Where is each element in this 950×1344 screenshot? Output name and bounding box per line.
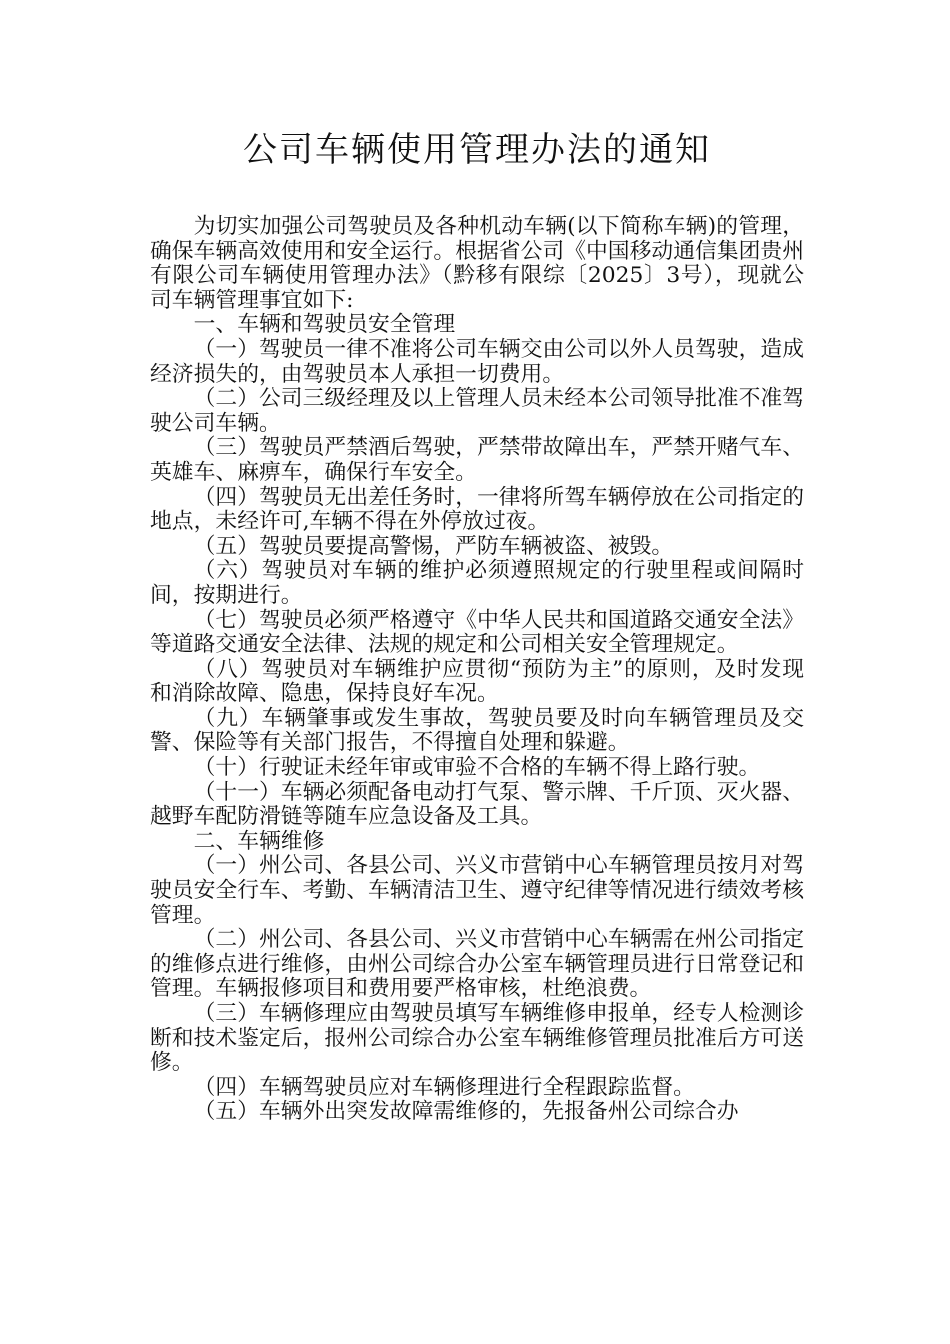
paragraph-2-5: （五）车辆外出突发故障需维修的，先报备州公司综合办 [193, 1099, 739, 1125]
paragraph-2-4: （四）车辆驾驶员应对车辆修理进行全程跟踪监督。 [193, 1074, 695, 1100]
paragraph-1-4: （四）驾驶员无出差任务时，一律将所驾车辆停放在公司指定的地点，未经许可,车辆不得在外停放过夜。 [150, 484, 804, 535]
paragraph-1-9: （九）车辆肇事或发生事故，驾驶员要及时向车辆管理员及交警、保险等有关部门报告，不得擅自处理和躲避。 [150, 705, 804, 756]
paragraph-1-1: （一）驾驶员一律不准将公司车辆交由公司以外人员驾驶，造成经济损失的，由驾驶员本人承担一切费用。 [150, 336, 804, 387]
paragraph-1-10: （十）行驶证未经年审或审验不合格的车辆不得上路行驶。 [193, 755, 761, 781]
paragraph-1-5: （五）驾驶员要提高警惕，严防车辆被盗、被毁。 [193, 533, 674, 559]
paragraph-2-3: （三）车辆修理应由驾驶员填写车辆维修申报单，经专人检测诊断和技术鉴定后，报州公司综合办公室车辆维修管理员批准后方可送修。 [150, 1001, 804, 1076]
paragraph-2-2: （二）州公司、各县公司、兴义市营销中心车辆需在州公司指定的维修点进行维修，由州公司综合办公室车辆管理员进行日常登记和管理。车辆报修项目和费用要严格审核，杜绝浪费。 [150, 927, 804, 1002]
paragraph-1-11: （十一）车辆必须配备电动打气泵、警示牌、千斤顶、灭火器、越野车配防滑链等随车应急设备及工具。 [150, 779, 804, 830]
paragraph-intro: 为切实加强公司驾驶员及各种机动车辆(以下简称车辆)的管理，确保车辆高效使用和安全运行。根据省公司《中国移动通信集团贵州有限公司车辆使用管理办法》（黔移有限综〔2025〕3号），现就公司车辆管理事宜如下: [150, 214, 804, 313]
document-title: 公司车辆使用管理办法的通知 [243, 130, 711, 170]
section-heading-1: 一、车辆和驾驶员安全管理 [193, 312, 456, 338]
document-body [150, 215, 804, 1125]
section-heading-2: 二、车辆维修 [193, 828, 325, 854]
paragraph-1-8: （八）驾驶员对车辆维护应贯彻“预防为主”的原则，及时发现和消除故障、隐患，保持良好车况。 [150, 656, 804, 707]
paragraph-1-6: （六）驾驶员对车辆的维护必须遵照规定的行驶里程或间隔时间，按期进行。 [150, 558, 804, 608]
paragraph-1-2: （二）公司三级经理及以上管理人员未经本公司领导批准不准驾驶公司车辆。 [150, 386, 804, 436]
paragraph-2-1: （一）州公司、各县公司、兴义市营销中心车辆管理员按月对驾驶员安全行车、考勤、车辆清洁卫生、遵守纪律等情况进行绩效考核管理。 [150, 853, 804, 928]
paragraph-1-3: （三）驾驶员严禁酒后驾驶，严禁带故障出车，严禁开赌气车、英雄车、麻痹车，确保行车安全。 [150, 435, 804, 485]
paragraph-1-7: （七）驾驶员必须严格遵守《中华人民共和国道路交通安全法》等道路交通安全法律、法规的规定和公司相关安全管理规定。 [150, 607, 804, 658]
document-page [150, 118, 804, 1125]
